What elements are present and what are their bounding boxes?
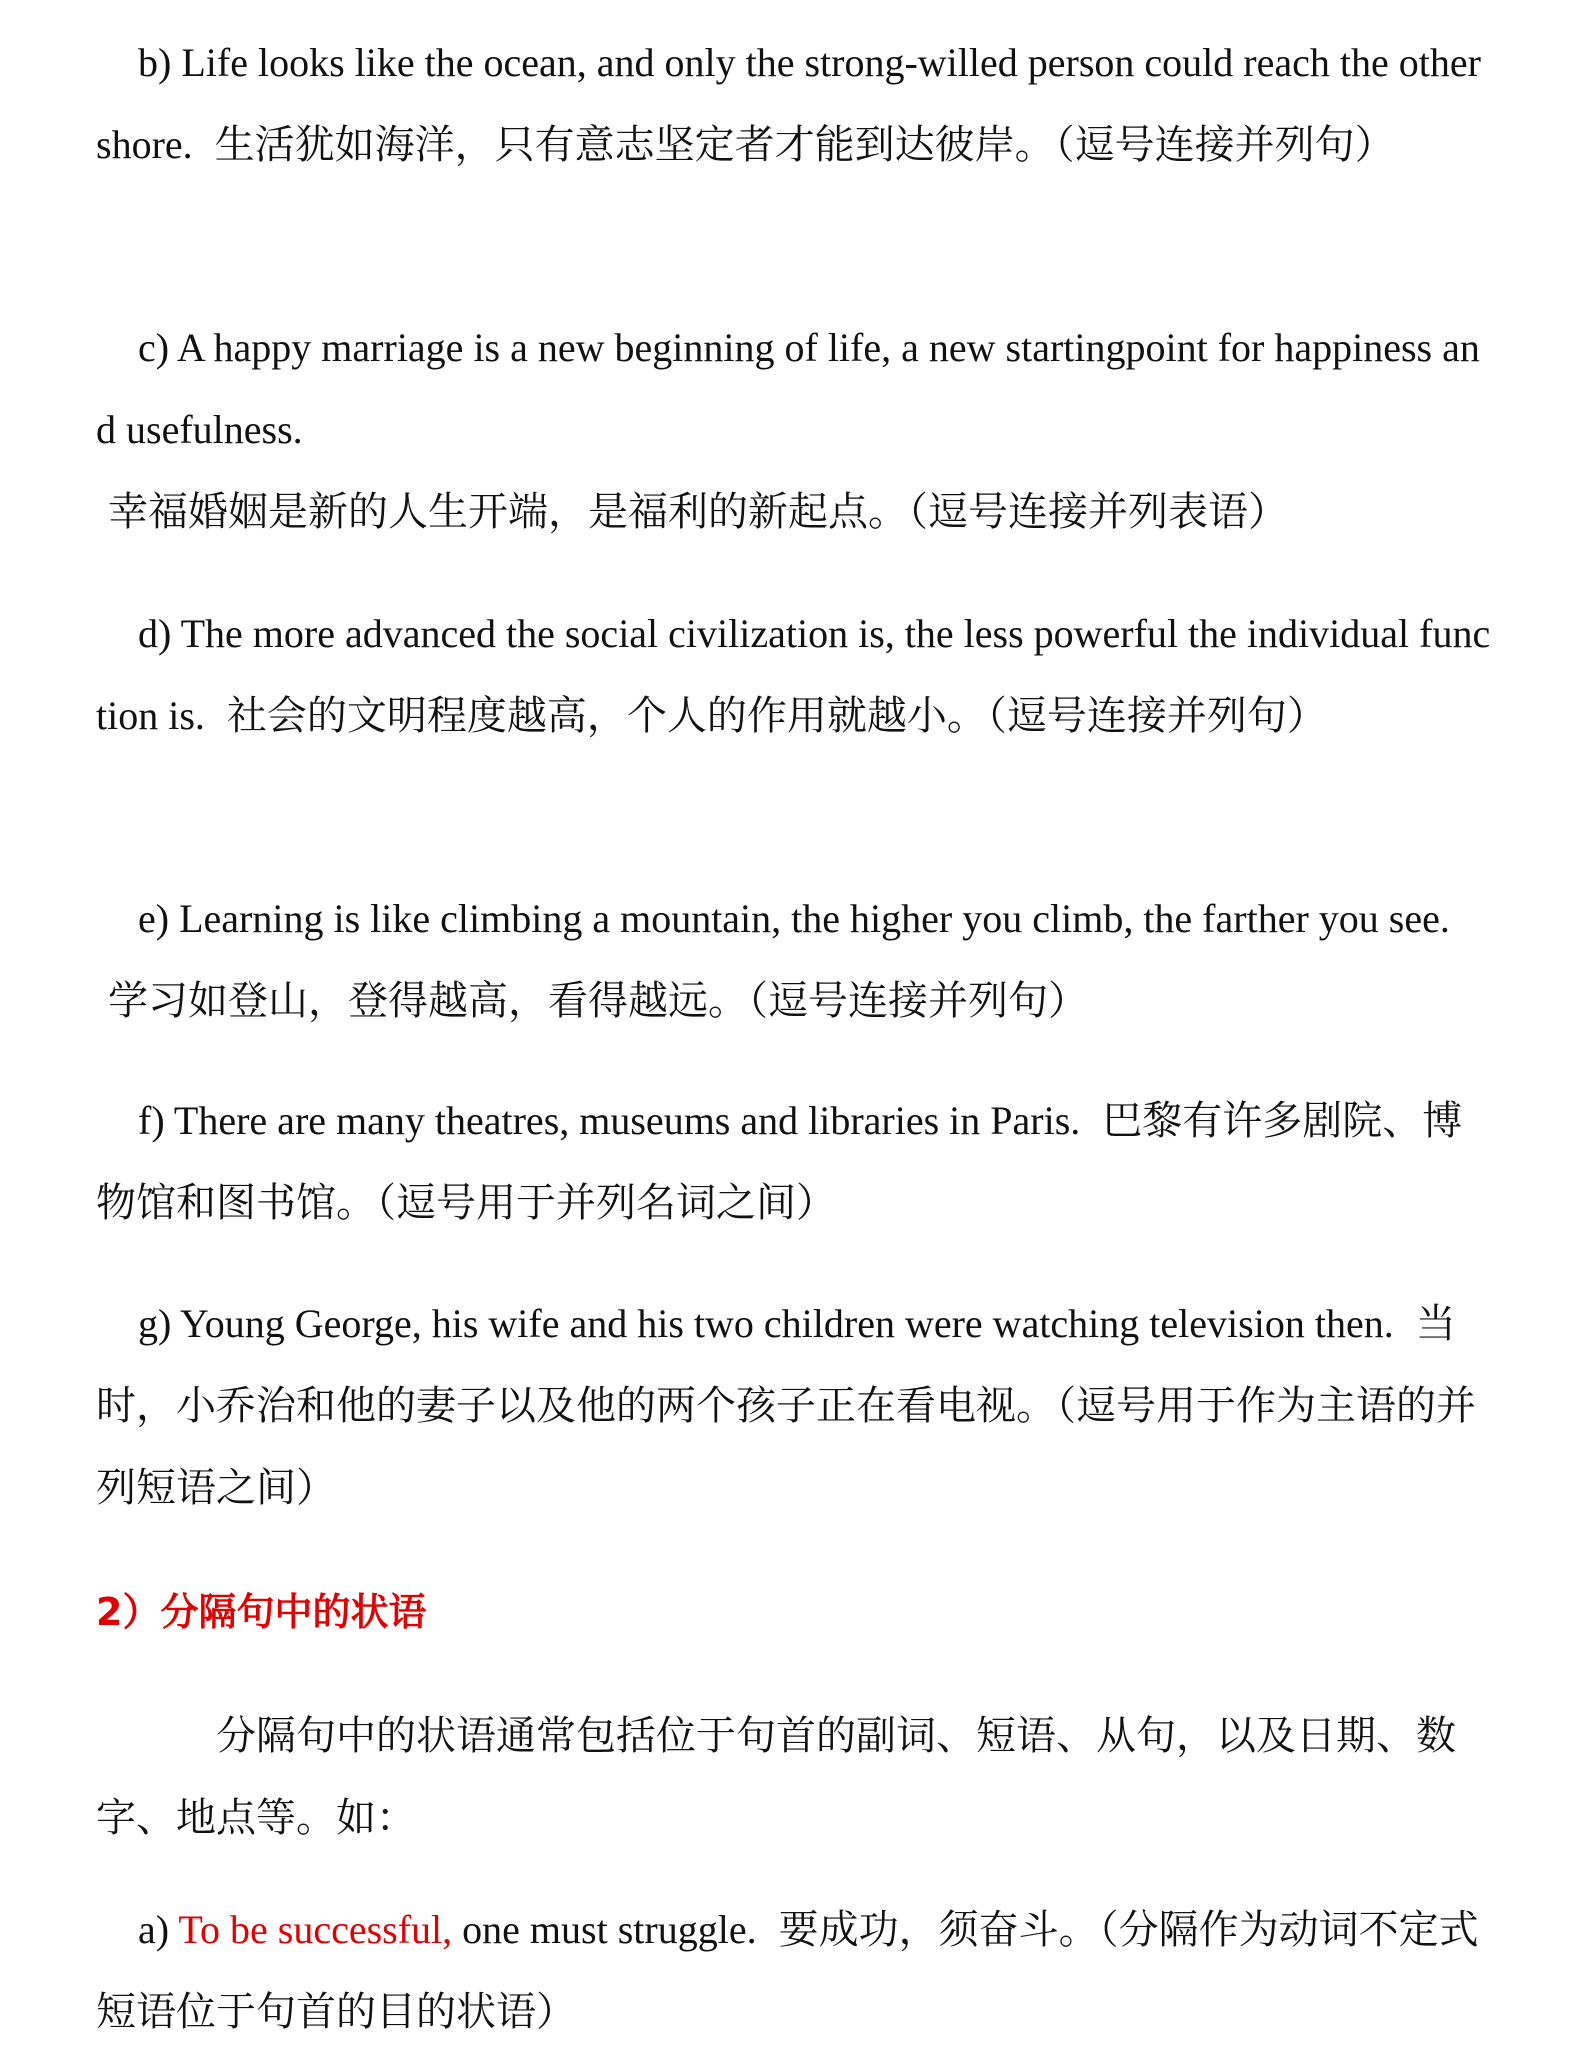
example-f	[96, 1080, 1496, 1244]
example-a-label: a)	[138, 1907, 170, 1952]
example-d-english: The more advanced the social civilization is, the less powerful the individual function is.	[96, 611, 1491, 738]
example-c-label: c)	[138, 325, 170, 370]
example-d	[96, 593, 1496, 757]
example-c-chinese: 幸福婚姻是新的人生开端，是福利的新起点。（逗号连接并列表语）	[108, 489, 1288, 534]
example-d-chinese: 社会的文明程度越高，个人的作用就越小。（逗号连接并列句）	[226, 693, 1327, 738]
example-e-english: Learning is like climbing a mountain, the higher you climb, the farther you see.	[179, 896, 1450, 941]
example-c-english: A happy marriage is a new beginning of life, a new startingpoint for happiness and usefulness.	[96, 325, 1480, 452]
example-e-chinese: 学习如登山，登得越高，看得越远。（逗号连接并列句）	[108, 978, 1088, 1023]
example-b-chinese: 生活犹如海洋，只有意志坚定者才能到达彼岸。（逗号连接并列句）	[214, 122, 1395, 167]
example-f-chinese: 巴黎有许多剧院、博物馆和图书馆。（逗号用于并列名词之间）	[96, 1098, 1463, 1225]
example-b	[96, 22, 1496, 186]
example-f-label: f)	[138, 1098, 165, 1143]
example-e-label: e)	[138, 896, 170, 941]
example-c	[96, 307, 1496, 553]
example-a-highlight: To be successful,	[178, 1907, 453, 1952]
example-a-chinese: 要成功，须奋斗。（分隔作为动词不定式短语位于句首的目的状语）	[96, 1907, 1479, 2034]
section-heading: 2）分隔句中的状语	[96, 1590, 427, 1634]
example-b-label: b)	[138, 40, 172, 85]
example-a-english: one must struggle.	[462, 1907, 757, 1952]
example-d-label: d)	[138, 611, 172, 656]
example-f-english: There are many theatres, museums and libraries in Paris.	[173, 1098, 1081, 1143]
example-g-english: Young George, his wife and his two children were watching television then.	[179, 1301, 1394, 1346]
example-g-label: g)	[138, 1301, 172, 1346]
example-g	[96, 1283, 1496, 1529]
example-g-chinese: 当时，小乔治和他的妻子以及他的两个孩子正在看电视。（逗号用于作为主语的并列短语之间）	[96, 1301, 1476, 1510]
example-b-english: Life looks like the ocean, and only the strong-willed person could reach the other shore.	[96, 40, 1481, 167]
section-intro: 分隔句中的状语通常包括位于句首的副词、短语、从句，以及日期、数字、地点等。如：	[96, 1713, 1456, 1840]
example-a	[96, 1889, 1496, 2053]
example-e	[96, 878, 1496, 1042]
